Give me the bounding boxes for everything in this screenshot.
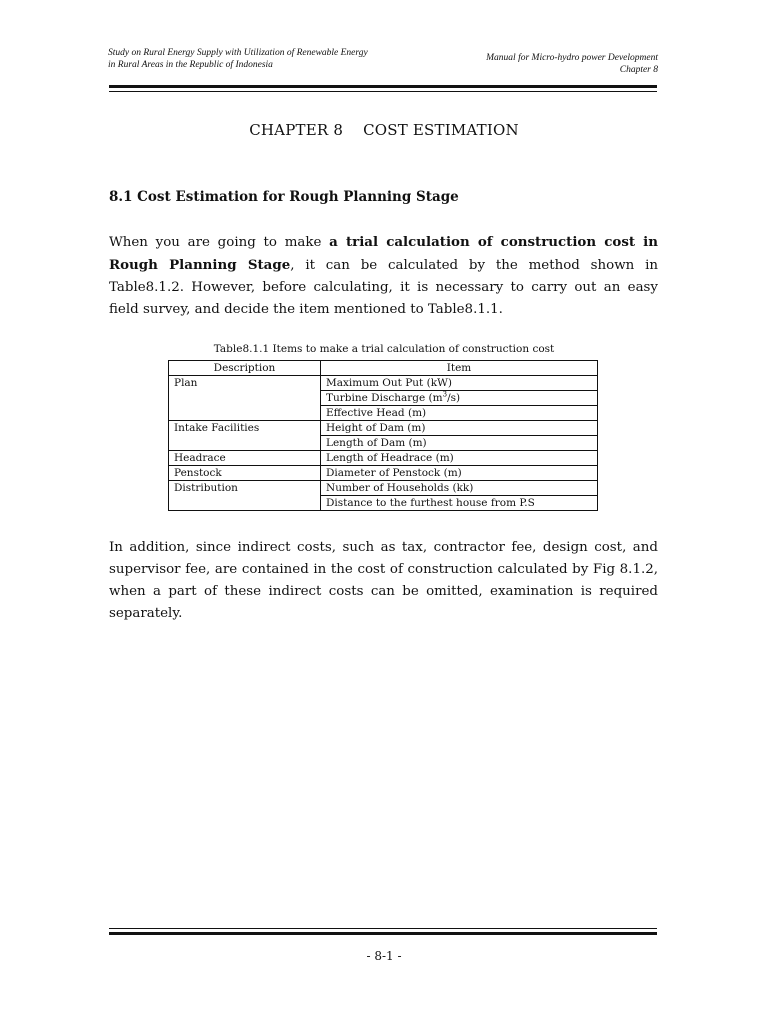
table-row	[169, 496, 598, 511]
header-rule-thin	[109, 91, 657, 92]
row-item: Number of Households (kk)	[321, 481, 598, 496]
header-left-line2: in Rural Areas in the Republic of Indonesia	[108, 60, 273, 70]
row-item-text-end: /s)	[447, 392, 461, 404]
table-header-row	[169, 361, 598, 376]
header-description: Description	[169, 361, 321, 376]
footer-rule-thin	[109, 928, 657, 929]
header-item: Item	[321, 361, 598, 376]
row-item	[321, 391, 598, 406]
table-row	[169, 391, 598, 406]
row-description	[169, 496, 321, 511]
row-description	[169, 436, 321, 451]
header-left	[108, 47, 428, 71]
header-right-line1: Manual for Micro-hydro power Development	[486, 53, 658, 63]
row-item: Length of Dam (m)	[321, 436, 598, 451]
chapter-name: COST ESTIMATION	[363, 121, 519, 139]
row-item-superscript: 3	[442, 390, 448, 399]
intro-bold-text: a trial calculation of construction cost in Rough Planning Stage	[109, 234, 658, 273]
row-item-text: Turbine Discharge (m	[326, 392, 443, 404]
table-caption: Table8.1.1 Items to make a trial calculation of construction cost	[213, 343, 555, 355]
table-row	[169, 466, 598, 481]
chapter-title	[0, 121, 768, 139]
header-rule-thick	[109, 85, 657, 88]
header-left-line1: Study on Rural Energy Supply with Utilization of Renewable Energy	[108, 48, 368, 58]
row-item: Height of Dam (m)	[321, 421, 598, 436]
indirect-costs-paragraph: In addition, since indirect costs, such as tax, contractor fee, design cost, and supervisor fee, are contained in the cost of construction calculated by Fig 8.1.2, when a part of these indirect costs can be omitted, examination is required separately.	[109, 540, 658, 621]
section-heading: 8.1 Cost Estimation for Rough Planning Stage	[109, 189, 459, 205]
row-item: Maximum Out Put (kW)	[321, 376, 598, 391]
items-table	[168, 360, 598, 511]
row-description	[169, 391, 321, 406]
row-description: Plan	[169, 376, 321, 391]
table-row	[169, 376, 598, 391]
table-row	[169, 436, 598, 451]
row-item: Length of Headrace (m)	[321, 451, 598, 466]
row-item: Distance to the furthest house from P.S	[321, 496, 598, 511]
row-item: Effective Head (m)	[321, 406, 598, 421]
intro-text-1: When you are going to make	[109, 235, 330, 250]
intro-text-2: , it can be calculated by the method shown in Table8.1.2. However, before calculating, it is necessary to carry out an easy field survey, and decide the item mentioned to Table8.1.1.	[109, 258, 659, 317]
row-description: Headrace	[169, 451, 321, 466]
row-description	[169, 406, 321, 421]
header-right-line2: Chapter 8	[619, 65, 658, 75]
chapter-number: CHAPTER 8	[249, 121, 344, 139]
table-row	[169, 406, 598, 421]
row-description: Distribution	[169, 481, 321, 496]
intro-paragraph	[109, 231, 658, 321]
footer-rule-thick	[109, 932, 657, 935]
row-item: Diameter of Penstock (m)	[321, 466, 598, 481]
table-row	[169, 421, 598, 436]
row-description: Penstock	[169, 466, 321, 481]
page-number: - 8-1 -	[366, 949, 402, 963]
table-row	[169, 451, 598, 466]
row-description: Intake Facilities	[169, 421, 321, 436]
header-right	[398, 52, 658, 76]
table-row	[169, 481, 598, 496]
